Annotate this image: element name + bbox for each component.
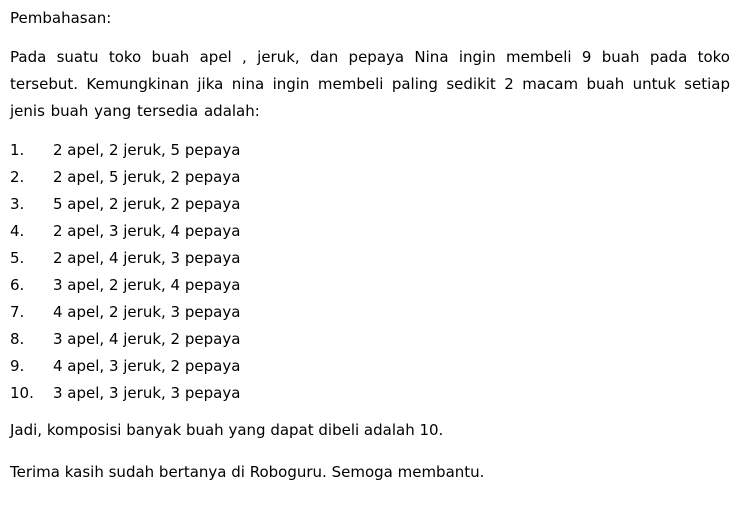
list-item-text: 3 apel, 4 jeruk, 2 pepaya [53, 330, 241, 348]
list-number: 2. [10, 168, 25, 186]
list-item [10, 326, 730, 353]
list-item [10, 245, 730, 272]
list-number: 6. [10, 276, 25, 294]
list-item-text: 3 apel, 2 jeruk, 4 pepaya [53, 276, 241, 294]
list-item-text: 5 apel, 2 jeruk, 2 pepaya [53, 195, 241, 213]
section-heading: Pembahasan: [10, 9, 112, 27]
list-item [10, 353, 730, 380]
list-number: 8. [10, 330, 25, 348]
list-item [10, 218, 730, 245]
list-item-text: 2 apel, 5 jeruk, 2 pepaya [53, 168, 241, 186]
list-item-text: 4 apel, 3 jeruk, 2 pepaya [53, 357, 241, 375]
thanks-text: Terima kasih sudah bertanya di Roboguru. Semoga membantu. [10, 463, 485, 481]
list-item [10, 380, 730, 407]
list-item [10, 299, 730, 326]
list-item-text: 2 apel, 3 jeruk, 4 pepaya [53, 222, 241, 240]
list-number: 4. [10, 222, 25, 240]
list-number: 1. [10, 141, 25, 159]
problem-paragraph: Pada suatu toko buah apel , jeruk, dan pepaya Nina ingin membeli 9 buah pada toko tersebut. Kemungkinan jika nina ingin membeli paling sedikit 2 macam buah untuk setiap jenis buah yang tersedia adalah: [10, 48, 730, 120]
list-item-text: 2 apel, 2 jeruk, 5 pepaya [53, 141, 241, 159]
combination-list [10, 137, 730, 407]
list-item [10, 164, 730, 191]
list-number: 5. [10, 249, 25, 267]
list-item [10, 272, 730, 299]
list-number: 3. [10, 195, 25, 213]
list-number: 10. [10, 384, 34, 402]
list-item-text: 2 apel, 4 jeruk, 3 pepaya [53, 249, 241, 267]
list-item [10, 191, 730, 218]
conclusion-text: Jadi, komposisi banyak buah yang dapat dibeli adalah 10. [10, 421, 444, 439]
list-item-text: 4 apel, 2 jeruk, 3 pepaya [53, 303, 241, 321]
list-item [10, 137, 730, 164]
list-item-text: 3 apel, 3 jeruk, 3 pepaya [53, 384, 241, 402]
list-number: 9. [10, 357, 25, 375]
list-number: 7. [10, 303, 25, 321]
